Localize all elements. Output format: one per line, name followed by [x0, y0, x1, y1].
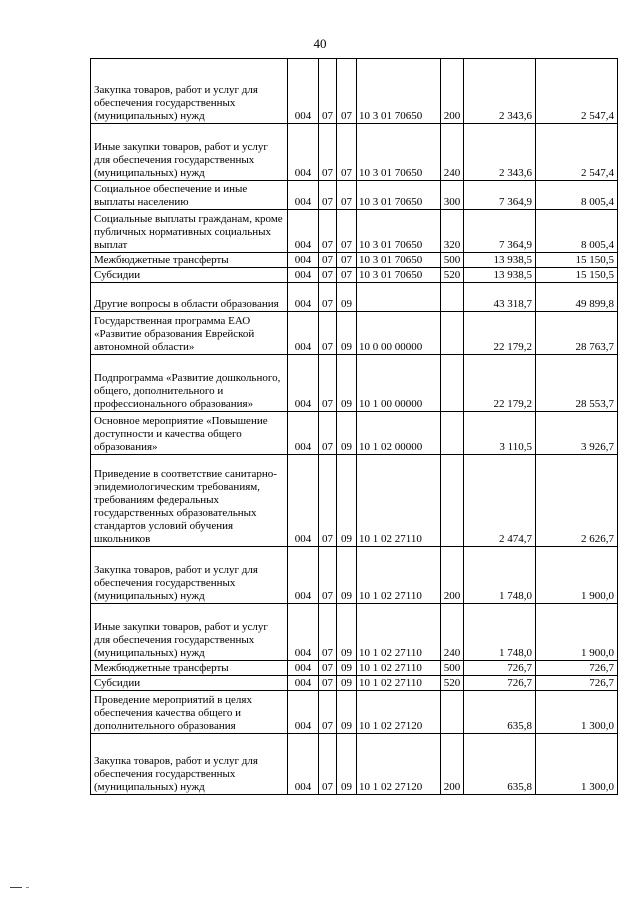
- ministry-code: 004: [288, 691, 319, 734]
- row-name: Закупка товаров, работ и услуг для обеспечения государственных (муниципальных) нужд: [91, 59, 288, 124]
- sum-2019: 726,7: [464, 676, 536, 691]
- sum-2019: 7 364,9: [464, 210, 536, 253]
- sum-2019: 13 938,5: [464, 268, 536, 283]
- subsection-code: 09: [337, 355, 357, 412]
- sum-2020: 28 763,7: [536, 312, 618, 355]
- target-code: [357, 283, 441, 312]
- target-code: 10 0 00 00000: [357, 312, 441, 355]
- ministry-code: 004: [288, 604, 319, 661]
- row-name: Приведение в соответствие санитарно-эпидемиологическим требованиям, требованиям федеральных государственных образовательных стандартов условий обучения школьников: [91, 455, 288, 547]
- sum-2020: 28 553,7: [536, 355, 618, 412]
- ministry-code: 004: [288, 283, 319, 312]
- expense-type-code: 300: [441, 181, 464, 210]
- target-code: 10 1 02 27110: [357, 547, 441, 604]
- table-row: [91, 124, 618, 181]
- expense-type-code: [441, 455, 464, 547]
- ministry-code: 004: [288, 547, 319, 604]
- sum-2020: 1 900,0: [536, 547, 618, 604]
- row-name: Государственная программа ЕАО «Развитие образования Еврейской автономной области»: [91, 312, 288, 355]
- sum-2020: 15 150,5: [536, 253, 618, 268]
- sum-2019: 2 343,6: [464, 124, 536, 181]
- ministry-code: 004: [288, 253, 319, 268]
- sum-2020: 49 899,8: [536, 283, 618, 312]
- row-name: Иные закупки товаров, работ и услуг для обеспечения государственных (муниципальных) нужд: [91, 604, 288, 661]
- subsection-code: 07: [337, 124, 357, 181]
- table-row: [91, 734, 618, 795]
- section-code: 07: [319, 604, 337, 661]
- row-name: Социальное обеспечение и иные выплаты населению: [91, 181, 288, 210]
- row-name: Иные закупки товаров, работ и услуг для обеспечения государственных (муниципальных) нужд: [91, 124, 288, 181]
- table-row: [91, 59, 618, 124]
- ministry-code: 004: [288, 268, 319, 283]
- table-row: [91, 181, 618, 210]
- target-code: 10 1 02 00000: [357, 412, 441, 455]
- section-code: 07: [319, 181, 337, 210]
- section-code: 07: [319, 124, 337, 181]
- row-name: Подпрограмма «Развитие дошкольного, общего, дополнительного и профессионального образования»: [91, 355, 288, 412]
- section-code: 07: [319, 691, 337, 734]
- target-code: 10 1 02 27110: [357, 455, 441, 547]
- subsection-code: 09: [337, 455, 357, 547]
- target-code: 10 1 02 27110: [357, 604, 441, 661]
- target-code: 10 1 02 27110: [357, 661, 441, 676]
- ministry-code: 004: [288, 312, 319, 355]
- sum-2019: 43 318,7: [464, 283, 536, 312]
- page-number: 40: [313, 36, 327, 51]
- section-code: 07: [319, 59, 337, 124]
- section-code: 07: [319, 283, 337, 312]
- expense-type-code: 200: [441, 547, 464, 604]
- sum-2020: 1 300,0: [536, 691, 618, 734]
- row-name: Межбюджетные трансферты: [91, 253, 288, 268]
- sum-2020: 15 150,5: [536, 268, 618, 283]
- scan-artifact: [10, 887, 22, 888]
- expense-type-code: [441, 355, 464, 412]
- sum-2019: 7 364,9: [464, 181, 536, 210]
- sum-2019: 635,8: [464, 734, 536, 795]
- table-row: [91, 355, 618, 412]
- target-code: 10 3 01 70650: [357, 124, 441, 181]
- sum-2019: 22 179,2: [464, 312, 536, 355]
- table-row: [91, 253, 618, 268]
- budget-table: [90, 58, 618, 795]
- row-name: Другие вопросы в области образования: [91, 283, 288, 312]
- target-code: 10 1 02 27120: [357, 734, 441, 795]
- ministry-code: 004: [288, 181, 319, 210]
- subsection-code: 07: [337, 268, 357, 283]
- section-code: 07: [319, 676, 337, 691]
- sum-2019: 22 179,2: [464, 355, 536, 412]
- section-code: 07: [319, 412, 337, 455]
- expense-type-code: 240: [441, 604, 464, 661]
- expense-type-code: 500: [441, 253, 464, 268]
- section-code: 07: [319, 253, 337, 268]
- subsection-code: 09: [337, 676, 357, 691]
- expense-type-code: 520: [441, 676, 464, 691]
- target-code: 10 3 01 70650: [357, 210, 441, 253]
- expense-type-code: 240: [441, 124, 464, 181]
- ministry-code: 004: [288, 455, 319, 547]
- table-row: [91, 412, 618, 455]
- row-name: Социальные выплаты гражданам, кроме публичных нормативных социальных выплат: [91, 210, 288, 253]
- target-code: 10 3 01 70650: [357, 253, 441, 268]
- sum-2020: 726,7: [536, 661, 618, 676]
- expense-type-code: 520: [441, 268, 464, 283]
- sum-2020: 3 926,7: [536, 412, 618, 455]
- scan-artifact: [26, 887, 29, 888]
- sum-2019: 3 110,5: [464, 412, 536, 455]
- subsection-code: 09: [337, 312, 357, 355]
- section-code: 07: [319, 312, 337, 355]
- target-code: 10 3 01 70650: [357, 181, 441, 210]
- row-name: Закупка товаров, работ и услуг для обеспечения государственных (муниципальных) нужд: [91, 547, 288, 604]
- section-code: 07: [319, 734, 337, 795]
- sum-2020: 726,7: [536, 676, 618, 691]
- subsection-code: 07: [337, 210, 357, 253]
- sum-2019: 1 748,0: [464, 604, 536, 661]
- ministry-code: 004: [288, 210, 319, 253]
- expense-type-code: [441, 412, 464, 455]
- table-row: [91, 283, 618, 312]
- table-row: [91, 210, 618, 253]
- table-row: [91, 268, 618, 283]
- ministry-code: 004: [288, 59, 319, 124]
- ministry-code: 004: [288, 676, 319, 691]
- sum-2020: 1 900,0: [536, 604, 618, 661]
- sum-2019: 13 938,5: [464, 253, 536, 268]
- expense-type-code: 200: [441, 59, 464, 124]
- subsection-code: 07: [337, 253, 357, 268]
- table-row: [91, 676, 618, 691]
- ministry-code: 004: [288, 124, 319, 181]
- target-code: 10 3 01 70650: [357, 59, 441, 124]
- section-code: 07: [319, 210, 337, 253]
- subsection-code: 09: [337, 661, 357, 676]
- ministry-code: 004: [288, 355, 319, 412]
- target-code: 10 1 00 00000: [357, 355, 441, 412]
- subsection-code: 09: [337, 691, 357, 734]
- expense-type-code: 200: [441, 734, 464, 795]
- sum-2019: 2 474,7: [464, 455, 536, 547]
- subsection-code: 09: [337, 604, 357, 661]
- row-name: Межбюджетные трансферты: [91, 661, 288, 676]
- subsection-code: 09: [337, 283, 357, 312]
- target-code: 10 1 02 27110: [357, 676, 441, 691]
- section-code: 07: [319, 455, 337, 547]
- section-code: 07: [319, 547, 337, 604]
- sum-2020: 2 547,4: [536, 124, 618, 181]
- section-code: 07: [319, 268, 337, 283]
- table-row: [91, 312, 618, 355]
- sum-2020: 1 300,0: [536, 734, 618, 795]
- table-row: [91, 547, 618, 604]
- sum-2019: 2 343,6: [464, 59, 536, 124]
- ministry-code: 004: [288, 734, 319, 795]
- sum-2020: 8 005,4: [536, 181, 618, 210]
- subsection-code: 09: [337, 734, 357, 795]
- expense-type-code: [441, 691, 464, 734]
- subsection-code: 07: [337, 181, 357, 210]
- section-code: 07: [319, 661, 337, 676]
- target-code: 10 3 01 70650: [357, 268, 441, 283]
- sum-2019: 635,8: [464, 691, 536, 734]
- ministry-code: 004: [288, 412, 319, 455]
- row-name: Закупка товаров, работ и услуг для обеспечения государственных (муниципальных) нужд: [91, 734, 288, 795]
- subsection-code: 07: [337, 59, 357, 124]
- row-name: Проведение мероприятий в целях обеспечения качества общего и дополнительного образования: [91, 691, 288, 734]
- sum-2019: 726,7: [464, 661, 536, 676]
- table-row: [91, 661, 618, 676]
- table-row: [91, 604, 618, 661]
- subsection-code: 09: [337, 412, 357, 455]
- sum-2019: 1 748,0: [464, 547, 536, 604]
- expense-type-code: [441, 312, 464, 355]
- row-name: Субсидии: [91, 676, 288, 691]
- sum-2020: 8 005,4: [536, 210, 618, 253]
- expense-type-code: [441, 283, 464, 312]
- expense-type-code: 320: [441, 210, 464, 253]
- row-name: Субсидии: [91, 268, 288, 283]
- expense-type-code: 500: [441, 661, 464, 676]
- sum-2020: 2 626,7: [536, 455, 618, 547]
- table-row: [91, 455, 618, 547]
- row-name: Основное мероприятие «Повышение доступности и качества общего образования»: [91, 412, 288, 455]
- table-row: [91, 691, 618, 734]
- ministry-code: 004: [288, 661, 319, 676]
- sum-2020: 2 547,4: [536, 59, 618, 124]
- section-code: 07: [319, 355, 337, 412]
- target-code: 10 1 02 27120: [357, 691, 441, 734]
- subsection-code: 09: [337, 547, 357, 604]
